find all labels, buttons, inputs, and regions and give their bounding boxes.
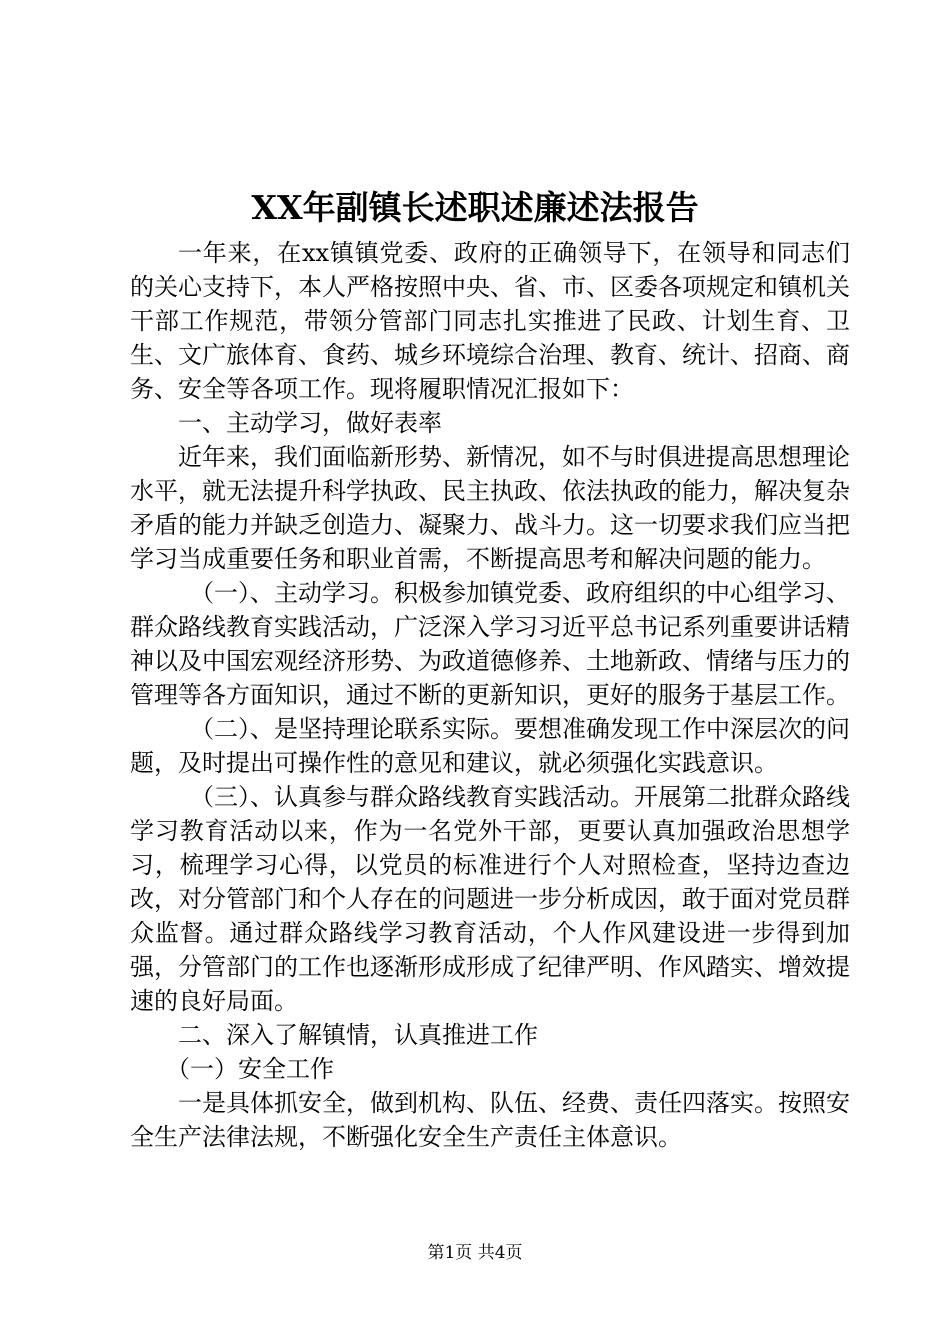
paragraph-subitem-1: （一）、主动学习。积极参加镇党委、政府组织的中心组学习、群众路线教育实践活动，广泛深入学习习近平总书记系列重要讲话精神以及中国宏观经济形势、为政道德修养、土地新政、情绪与压力的管理等各方面知识，通过不断的更新知识，更好的服务于基层工作。 — [130, 579, 850, 709]
paragraph-subitem-3: （三）、认真参与群众路线教育实践活动。开展第二批群众路线学习教育活动以来，作为一名党外干部，更要认真加强政治思想学习，梳理学习心得，以党员的标准进行个人对照检查，坚持边查边改，对分管部门和个人存在的问题进一步分析成因，敢于面对党员群众监督。通过群众路线学习教育活动，个人作风建设进一步得到加强，分管部门的工作也逐渐形成形成了纪律严明、作风踏实、增效提速的良好局面。 — [130, 783, 850, 1015]
paragraph-intro: 一年来，在xx镇镇党委、政府的正确领导下，在领导和同志们的关心支持下，本人严格按照中央、省、市、区委各项规定和镇机关干部工作规范，带领分管部门同志扎实推进了民政、计划生育、卫生、文广旅体育、食药、城乡环境综合治理、教育、统计、招商、商务、安全等各项工作。现将履职情况汇报如下： — [130, 239, 850, 403]
paragraph-safety: 一是具体抓安全，做到机构、队伍、经费、责任四落实。按照安全生产法律法规，不断强化安全生产责任主体意识。 — [130, 1089, 850, 1151]
document-body — [130, 236, 850, 1154]
section-heading-2: 二、深入了解镇情，认真推进工作 — [178, 1021, 538, 1049]
page-footer: 第1页 共4页 — [427, 1243, 523, 1263]
document-title: XX年副镇长述职述廉述法报告 — [251, 188, 699, 227]
paragraph-learning: 近年来，我们面临新形势、新情况，如不与时俱进提高思想理论水平，就无法提升科学执政、民主执政、依法执政的能力，解决复杂矛盾的能力并缺乏创造力、凝聚力、战斗力。这一切要求我们应当把学习当成重要任务和职业首需，不断提高思考和解决问题的能力。 — [130, 443, 850, 573]
paragraph-subitem-2: （二）、是坚持理论联系实际。要想准确发现工作中深层次的问题，及时提出可操作性的意见和建议，就必须强化实践意识。 — [130, 715, 850, 777]
section-heading-1: 一、主动学习，做好表率 — [178, 409, 442, 437]
subsection-heading-safety: （一）安全工作 — [166, 1055, 334, 1083]
